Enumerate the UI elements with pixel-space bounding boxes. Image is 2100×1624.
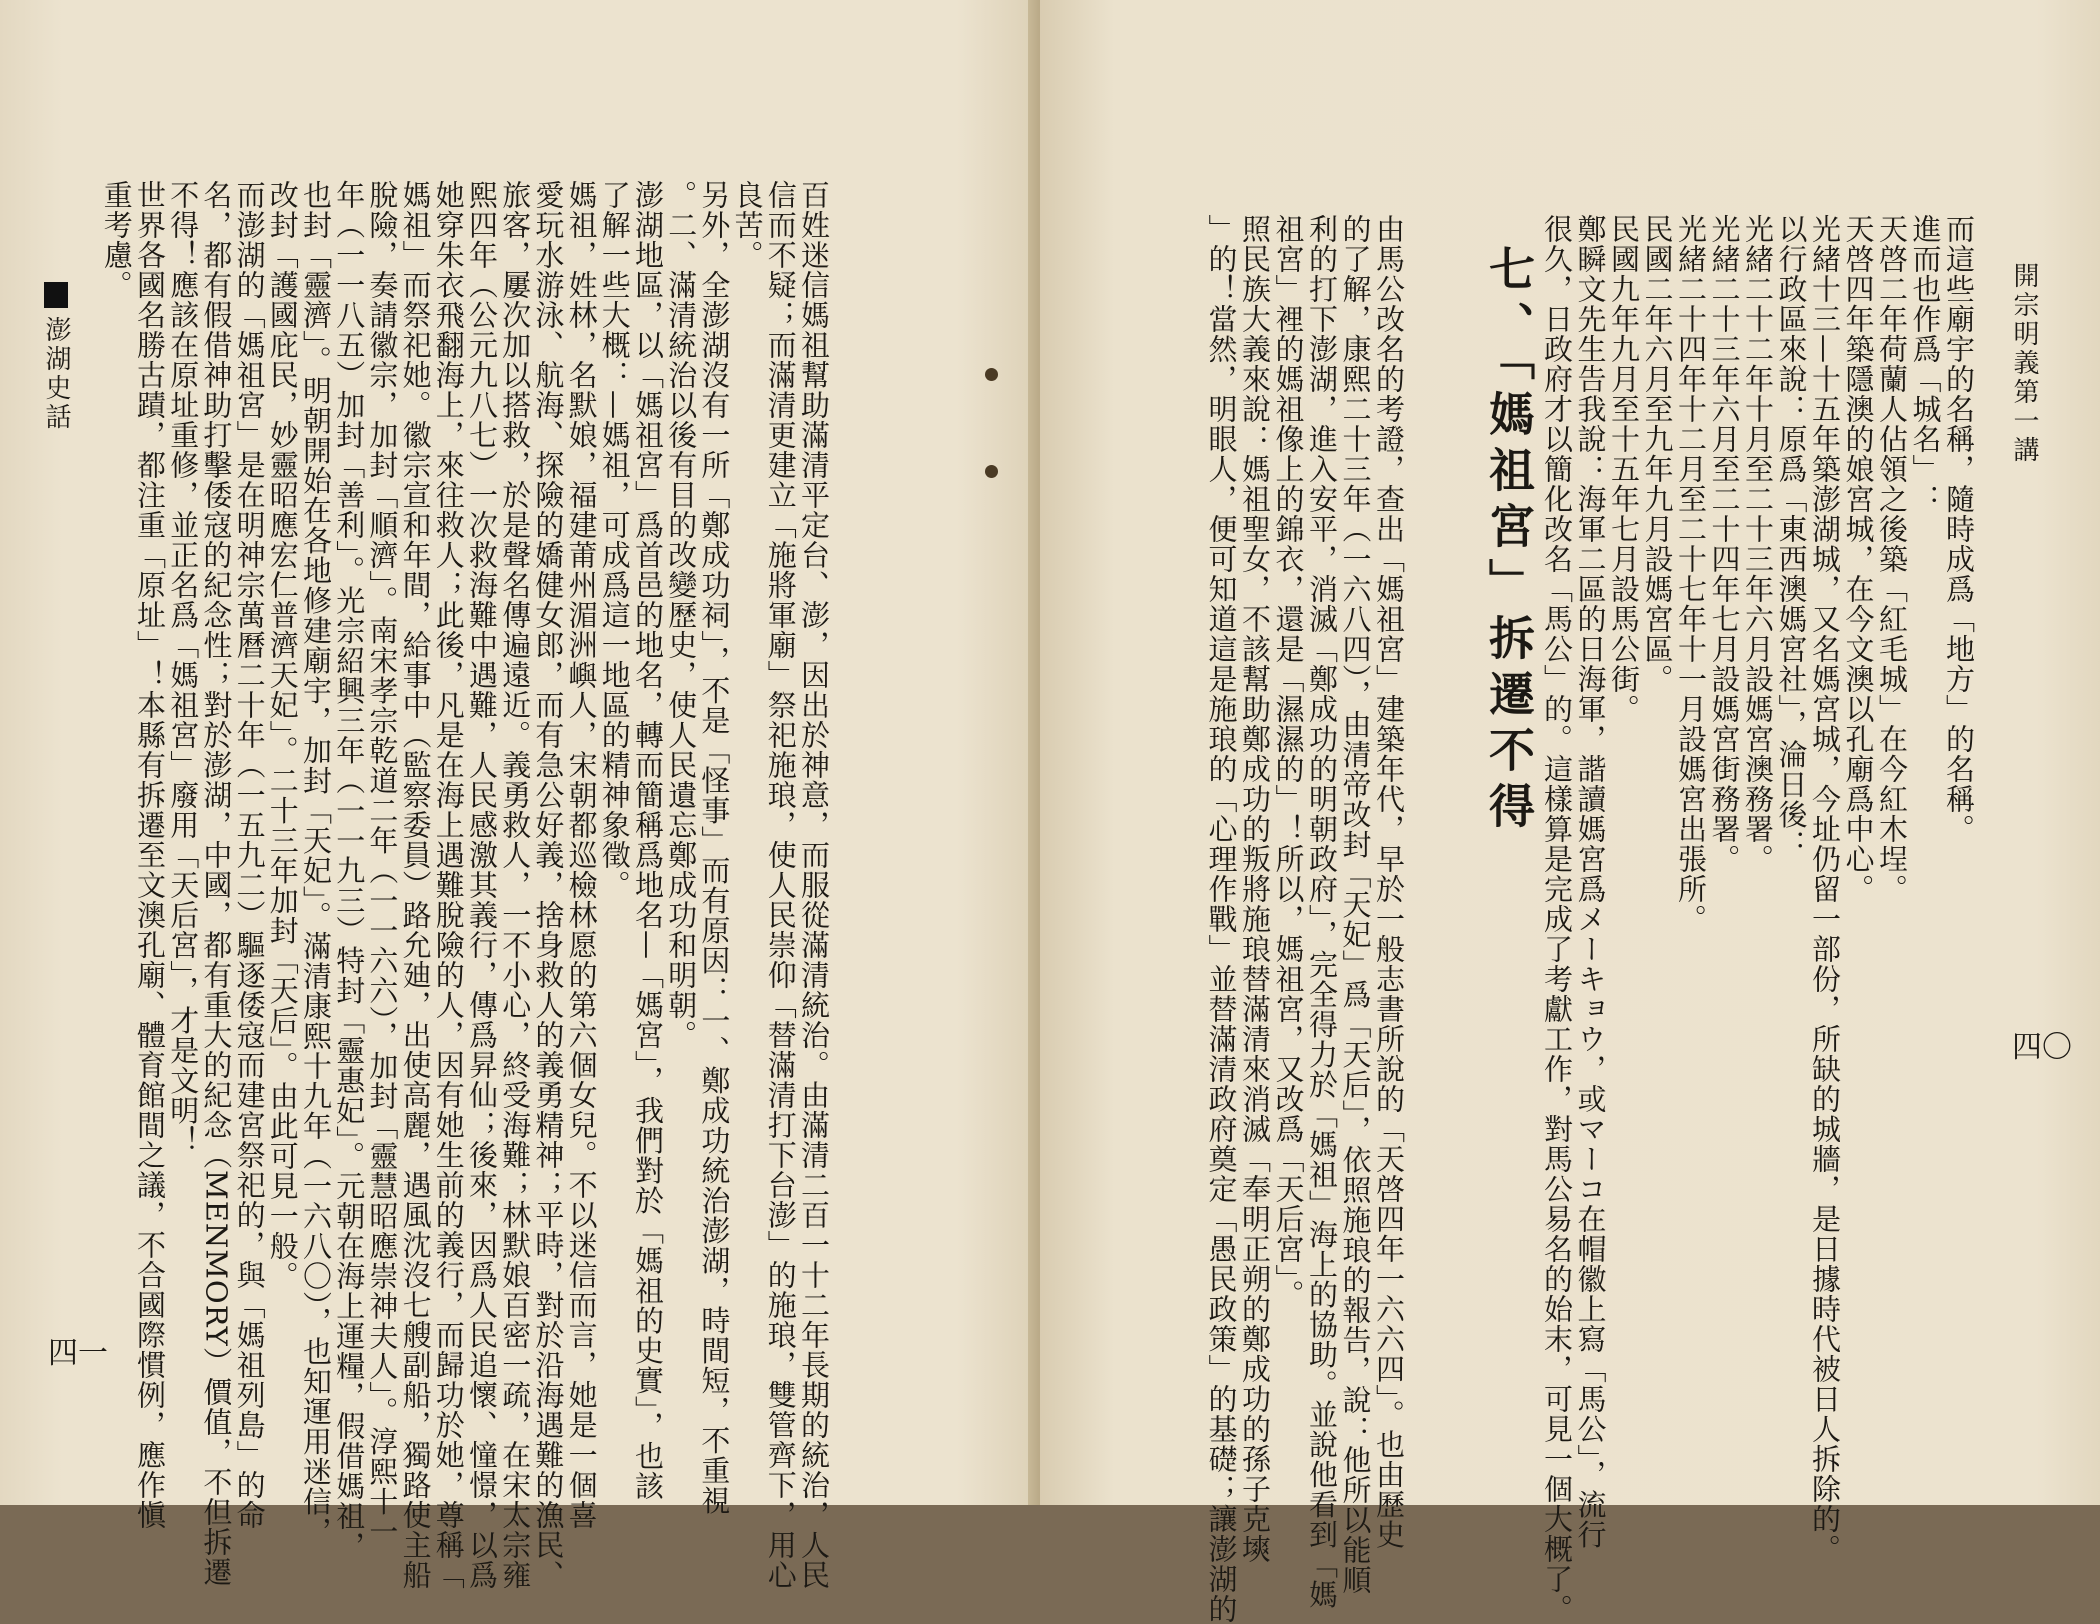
text-line: 信而不疑；而滿清更建立「施將軍廟」祭祀施琅，使人民崇仰「替滿清打下台澎」的施琅，雙管齊下，用心 <box>763 180 798 1590</box>
left-page-number: 四一 <box>48 1336 108 1371</box>
text-line: 熙四年（公元九八七）一次救海難中遇難，人民感激其義行，傳爲昇仙；後來，因爲人民追懷、憧憬，以爲 <box>465 180 499 1590</box>
text-line: 改封「護國庇民，妙靈昭應宏仁普濟天妃」。二十三年加封「天后」。由此可見一般。 <box>265 180 300 1291</box>
text-line: 不得！應該在原址重修，並正名爲「媽祖宮」廢用「天后宮」，才是文明！ <box>166 180 201 1156</box>
text-line: 利的打下澎湖，進入安平，消滅「鄭成功的明朝政府」，完全得力於「媽祖」海上的協助。並說他看到「媽 <box>1305 214 1339 1610</box>
text-line: 另外，全澎湖沒有一所「鄭成功祠」，不是「怪事」而有原因：一、鄭成功統治澎湖，時間短，不重視 <box>697 180 732 1516</box>
right-running-head: 開宗明義第一講 <box>2009 262 2039 465</box>
left-running-head: 澎湖史話 <box>41 316 71 432</box>
text-line: 光緒十三—十五年築澎湖城，又名媽宮城，今址仍留一部份，所缺的城牆，是日據時代被日人拆除的。 <box>1808 214 1842 1564</box>
text-line: 天啓二年荷蘭人佔領之後築「紅毛城」在今紅木埕。 <box>1875 214 1909 904</box>
text-line: 鄭瞬文先生告我說：海軍二區的日海軍，諧讀媽宮爲メーキョウ，或マーコ在帽徽上寫「馬公」，流行 <box>1573 214 1608 1550</box>
text-line: 百姓迷信媽祖幫助滿清平定台、澎，因出於神意，而服從滿清統治。由滿清二百一十二年長期的統治，人民 <box>797 180 831 1590</box>
text-line: 光緒二十二年十月至二十三年六月設媽宮澳務署。 <box>1741 214 1775 874</box>
text-line: 而澎湖的「媽祖宮」是在明神宗萬曆二十年（一五九二）驅逐倭寇而建宮祭祀的，與「媽祖列島」的命 <box>232 180 267 1530</box>
text-line: 很久，日政府才以簡化改名「馬公」的。這樣算是完成了考獻工作，對馬公易名的始末，可見一個大概了。 <box>1540 214 1574 1624</box>
text-line: 了解一些大概：—媽祖，可成爲這一地區的精神象徵。 <box>597 180 632 900</box>
text-line: 媽祖」而祭祀她。徽宗宣和年間，給事中（監察委員）路允廸，出使高麗，遇風沈沒七艘副船，獨路使主船 <box>398 180 433 1590</box>
text-line: 年（一一八五）加封「善利」。光宗紹興三年（一一九三）特封「靈惠妃」。元朝在海上運糧，假借媽祖， <box>332 180 367 1561</box>
text-line: 的了解，康熙二十三年（一六八四），由清帝改封「天妃」爲「天后」，依照施琅的報告，說：他所以能順 <box>1338 214 1373 1595</box>
section-marker <box>44 282 68 308</box>
text-line: 」的！當然，明眼人，便可知道這是施琅的「心理作戰」並替滿清政府奠定「愚民政策」的基礎；讓澎湖的 <box>1204 214 1239 1624</box>
binding-hole <box>985 465 998 478</box>
text-line: 重考慮。 <box>99 180 134 300</box>
text-line: 世界各國名勝古蹟，都注重「原址」！本縣有拆遷至文澳孔廟、體育館間之議，不合國際慣例，應作愼 <box>133 180 167 1530</box>
text-line: 名，都有假借神助打擊倭寇的紀念性；對於澎湖，中國，都有重大的紀念（MENMORY）價值，不但拆遷 <box>199 180 234 1587</box>
text-line: 民國九年九月至十五年七月設馬公街。 <box>1607 214 1641 724</box>
text-line: 媽祖，姓林，名默娘，福建莆州湄洲嶼人，宋朝都巡檢林愿的第六個女兒。不以迷信而言，她是一個喜 <box>564 180 599 1530</box>
binding-hole <box>985 368 998 381</box>
text-line: 愛玩水游泳、航海、探險的嬌健女郎，而有急公好義，捨身救人的義勇精神；平時，對於沿海遇難的漁民、 <box>531 180 566 1590</box>
text-line: 由馬公改名的考證，查出「媽祖宮」建築年代，早於一般志書所說的「天啓四年一六六四」。也由歷史 <box>1372 214 1406 1550</box>
text-line: 天啓四年築隱澳的娘宮城，在今文澳以孔廟爲中心。 <box>1841 214 1876 904</box>
text-line: 光緒二十三年六月至二十四年七月設媽宮街務署。 <box>1707 214 1742 874</box>
text-line: 。二、滿清統治以後有目的改變歷史，使人民遺忘鄭成功和明朝。 <box>664 180 699 1050</box>
text-line: 進而也作爲「城名」： <box>1908 214 1943 514</box>
text-line: 以行政區來說：原爲「東西澳媽宮社」，淪日後： <box>1774 214 1809 860</box>
text-line: 而這些廟宇的名稱，隨時成爲「地方」的名稱。 <box>1942 214 1976 844</box>
text-line: 旅客，屢次加以搭救，於是聲名傳遍遠近。義勇救人，一不小心，終受海難；林默娘百密一疏，在宋太宗雍 <box>498 180 533 1590</box>
text-line: 祖宮」裡的媽祖像上的錦衣，還是「濕濕的」！所以，媽祖宮，又改爲「天后宮」。 <box>1271 214 1306 1310</box>
text-line: 澎湖地區，以「媽祖宮」爲首邑的地名，轉而簡稱爲地名—「媽宮」，我們對於「媽祖的史實」，也該 <box>631 180 665 1501</box>
text-line: 照民族大義來說：媽祖聖女，不該幫助鄭成功的叛將施琅替滿清來消滅「奉明正朔的鄭成功的孫子克塽 <box>1238 214 1272 1564</box>
text-line: 也封「靈濟」。明朝開始在各地修建廟宇，加封「天妃」。滿清康熙十九年（一六八〇），也知運用迷信， <box>299 180 333 1547</box>
text-line: 脫險，奏請徽宗，加封「順濟」。南宋孝宗乾道二年（一一六六），加封「靈慧昭應崇神夫人」。淳熙十一 <box>365 180 400 1547</box>
right-page-number: 四〇 <box>2012 1030 2072 1065</box>
text-line: 民國二年六月至九年九月設媽宮區。 <box>1640 214 1675 694</box>
text-line: 光緒二十四年十二月至二十七年十一月設媽宮出張所。 <box>1674 214 1708 934</box>
text-line: 良苦。 <box>730 180 765 270</box>
section-title: 七、「媽祖宮」拆遷不得 <box>1482 245 1536 838</box>
left-page <box>0 0 1040 1590</box>
text-line: 她穿朱衣飛翻海上，來往救人；此後，凡是在海上遇難脫險的人，因有她生前的義行，而歸功於她，尊稱「 <box>431 180 466 1590</box>
right-page <box>1040 0 2100 1624</box>
